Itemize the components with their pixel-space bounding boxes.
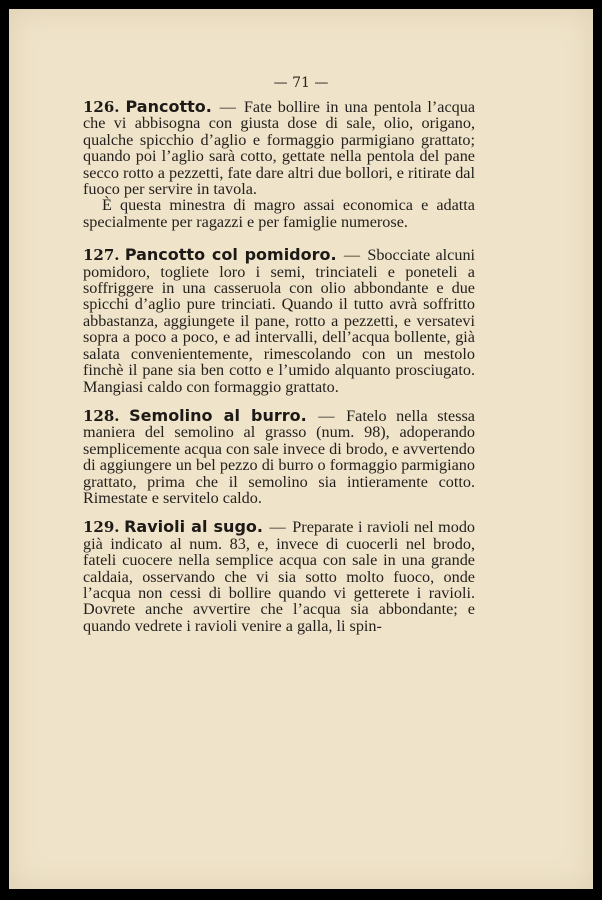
recipe-number: 128. [83,406,120,425]
recipe-title: Pancotto col pomidoro. [124,245,337,265]
recipe-title: Ravioli al sugo. [124,517,263,537]
recipe-126 [83,99,475,230]
recipe-body: Preparate i ravioli nel modo già indicato al num. 83, e, invece di cuocerli nel brodo, fateli cuocere nella semplice acqua con sale in una grande caldaia, osservando che vi sia sotto molto fuoco, onde l’acqua non cessi di bollire quando vi getterete i ravioli. Dovrete anche avvertire che l’acqua sia abbondante; e quando vedrete i ravioli venire a galla, li spin- [83,518,476,635]
recipe-129 [83,519,475,634]
book-page [9,9,593,889]
recipe-title: Pancotto. [125,97,212,116]
recipe-body: Fate bollire in una pentola l’acqua che vi abbisogna con giusta dose di sale, olio, origano, qualche spicchio d’aglio e formaggio parmigiano grattato; quando poi l’aglio sarà cotto, gettate nella pentola del pane secco rotto a pezzetti, fate dare altri due bollori, e ritirate dal fuoco per servire in tavola. [83,98,476,199]
recipe-number: 126. [83,98,120,116]
recipe-paragraph: 129. Ravioli al sugo. — Preparate i ravioli nel modo già indicato al num. 83, e, invece di cuocerli nel brodo, fateli cuocere nella semplice acqua con sale in una grande caldaia, osservando che vi sia sotto molto fuoco, onde l’acqua non cessi di bollire quando vi getterete i ravioli. Dovrete anche avvertire che l’acqua sia abbondante; e quando vedrete i ravioli venire a galla, li spin- [83,517,476,635]
recipe-127 [83,247,475,395]
recipe-note: È questa minestra di magro assai economica e adatta specialmente per ragazzi e per famiglie numerose. [83,196,475,231]
recipe-body: Fatelo nella stessa maniera del semolino al grasso (num. 98), adoperando semplicemente acqua con sale invece di brodo, e avvertendo di aggiungere un bel pezzo di burro o formaggio parmigiano grattato, prima che il semolino sia intieramente cotto. Rimestate e servitelo caldo. [83,406,475,507]
recipe-number: 127. [83,246,120,265]
recipe-title: Semolino al burro. [129,405,307,425]
recipe-body: Sbocciate alcuni pomidoro, togliete loro i semi, trinciateli e poneteli a soffriggere in una casseruola con olio abbondante e due spicchi d’aglio pure trinciati. Quando il tutto avrà soffritto abbastanza, aggiungete il pane, rotto a pezzetti, e versatevi sopra a poco a poco, e ad intervalli, dell’acqua bollente, già salata convenientemente, rimescolando con un mestolo finchè il pane sia ben cotto e l’umido alquanto prosciugato. Mangiasi caldo con formaggio grattato. [83,246,476,396]
recipe-128 [83,405,475,507]
recipe-paragraph: 126. Pancotto. — Fate bollire in una pentola l’acqua che vi abbisogna con giusta dose di sale, olio, origano, qualche spicchio d’aglio e formaggio parmigiano grattato; quando poi l’aglio sarà cotto, gettate nella pentola del pane secco rotto a pezzetti, fate dare altri due bollori, e ritirate dal fuoco per servire in tavola. [83,97,476,199]
recipe-number: 129. [83,518,120,537]
recipe-paragraph: 127. Pancotto col pomidoro. — Sbocciate alcuni pomidoro, togliete loro i semi, trinciateli e poneteli a soffriggere in una casseruola con olio abbondante e due spicchi d’aglio pure trinciati. Quando il tutto avrà soffritto abbastanza, aggiungete il pane, rotto a pezzetti, e versatevi sopra a poco a poco, e ad intervalli, dell’acqua bollente, già salata convenientemente, rimescolando con un mestolo finchè il pane sia ben cotto e l’umido alquanto prosciugato. Mangiasi caldo con formaggio grattato. [83,245,476,396]
page-number: — 71 — [273,75,329,91]
recipe-paragraph: 128. Semolino al burro. — Fatelo nella stessa maniera del semolino al grasso (num. 98), adoperando semplicemente acqua con sale invece di brodo, e avvertendo di aggiungere un bel pezzo di burro o formaggio parmigiano grattato, prima che il semolino sia intieramente cotto. Rimestate e servitelo caldo. [83,405,475,507]
text-block [83,93,475,634]
